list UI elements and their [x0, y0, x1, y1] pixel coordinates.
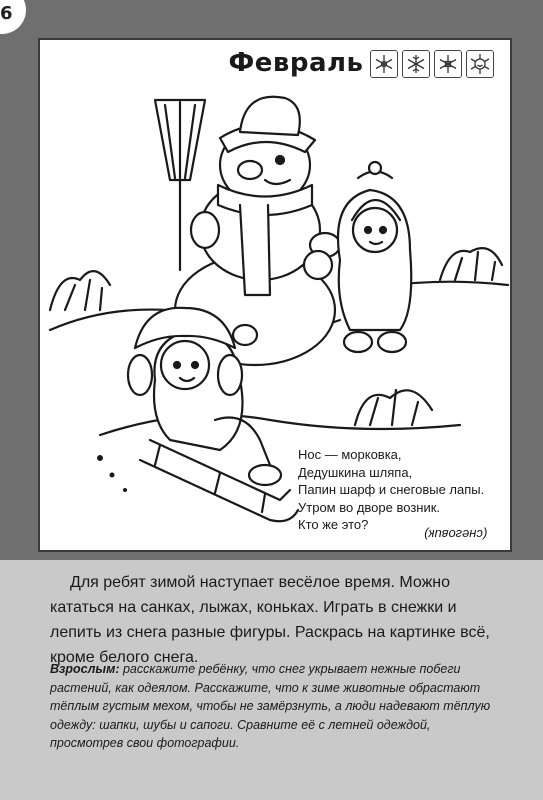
- page-number-badge: [0, 0, 26, 34]
- snowflake-icon: [370, 50, 398, 78]
- bush-bottom-right: [355, 390, 432, 425]
- snowflake-icon: [402, 50, 430, 78]
- riddle-answer: [424, 527, 487, 542]
- text-panel: [0, 560, 543, 800]
- riddle-poem: [298, 446, 503, 534]
- snow-dots: [97, 455, 127, 492]
- snowflake-icon: [434, 50, 462, 78]
- poem-line: Нос — морковка,: [298, 447, 402, 462]
- page-title: Февраль: [228, 48, 364, 78]
- adults-text: расскажите ребёнку, что снег укрывает нежные побеги растений, как одеялом. Расскажите, что к зиме животные обрастают тёплым густым мехом, чтобы не замёрзнуть, а люди надевают тёплую одежду: шапки, шубы и сапоги. Сравните её с летней одеждой, просмотрев свои фотографии.: [50, 662, 491, 750]
- poem-line: Кто же это?: [298, 517, 369, 532]
- snowball: [304, 251, 332, 279]
- snowflake-smiley-icon: [466, 50, 494, 78]
- poem-line: Папин шарф и снеговые лапы.: [298, 482, 485, 497]
- adults-label: Взрослым:: [50, 662, 120, 676]
- poem-line: Дедушкина шляпа,: [298, 464, 413, 480]
- girl: [338, 162, 411, 352]
- page-number: 6: [0, 3, 13, 24]
- riddle-answer-text: (снеговик): [424, 527, 488, 542]
- bush-right: [440, 248, 502, 280]
- adults-note: [50, 660, 505, 753]
- main-paragraph: [50, 570, 500, 670]
- snow-ground: [100, 415, 460, 435]
- illustration-frame: [38, 38, 512, 552]
- paragraph-text: Для ребят зимой наступает весёлое время. Можно кататься на санках, лыжах, коньках. Играть в снежки и лепить из снега разные фигуры. Раскрась на картинке всё, кроме белого снега.: [50, 574, 490, 666]
- snowflake-row: [370, 50, 494, 78]
- bush-left: [50, 271, 110, 310]
- poem-line: Утром во дворе возник.: [298, 499, 441, 515]
